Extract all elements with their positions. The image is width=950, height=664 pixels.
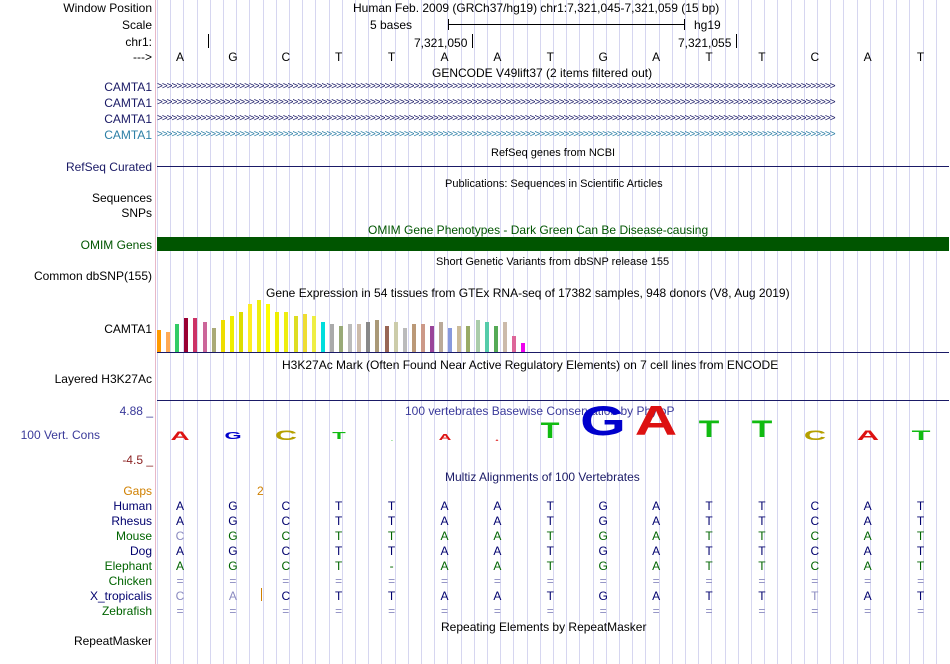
alignment-base: C: [810, 559, 820, 573]
alignment-base: =: [493, 604, 501, 618]
sequence-base: T: [546, 50, 554, 64]
gtex-tissue-bar[interactable]: [248, 304, 252, 352]
sequence-base: C: [281, 50, 291, 64]
alignment-base: C: [810, 499, 820, 513]
window-position-label: Window Position: [63, 1, 152, 15]
alignment-base: T: [916, 529, 925, 543]
alignment-base: T: [705, 589, 713, 603]
alignment-base: =: [705, 574, 713, 588]
sequence-base: T: [387, 50, 396, 64]
alignment-base: A: [863, 529, 872, 543]
gtex-tissue-bar[interactable]: [330, 324, 334, 352]
alignment-base: T: [387, 544, 396, 558]
alignment-base: T: [335, 514, 343, 528]
gencode-title: GENCODE V49lift37 (2 items filtered out): [432, 66, 653, 80]
sequence-base: A: [863, 50, 872, 64]
alignment-base: T: [916, 544, 925, 558]
gtex-tissue-bar[interactable]: [294, 316, 298, 352]
alignment-base: T: [758, 559, 766, 573]
alignment-base: C: [175, 589, 185, 603]
alignment-base: T: [387, 589, 396, 603]
species-label[interactable]: Mouse: [115, 529, 152, 543]
gtex-tissue-bar[interactable]: [421, 324, 425, 352]
scale-text: 5 bases: [370, 18, 413, 32]
sequence-base: A: [652, 50, 661, 64]
gtex-tissue-bar[interactable]: [357, 324, 361, 352]
alignment-base: =: [652, 574, 660, 588]
gtex-gene-line: [157, 352, 949, 353]
gtex-tissue-bar[interactable]: [476, 320, 480, 352]
alignment-base: G: [598, 514, 608, 528]
conservation-letter: G: [224, 431, 242, 442]
alignment-base: T: [335, 499, 343, 513]
alignment-base: T: [705, 514, 713, 528]
gtex-tissue-bar[interactable]: [412, 324, 416, 352]
gtex-tissue-bar[interactable]: [257, 300, 261, 352]
alignment-base: =: [758, 574, 766, 588]
alignment-base: T: [758, 529, 766, 543]
gtex-tissue-bar[interactable]: [184, 318, 188, 352]
alignment-base: =: [917, 574, 925, 588]
species-label[interactable]: Elephant: [104, 559, 152, 573]
alignment-base: =: [229, 604, 237, 618]
gencode-label-3[interactable]: CAMTA1: [104, 112, 152, 126]
sequence-base: T: [705, 50, 713, 64]
alignment-base: =: [282, 574, 290, 588]
species-label[interactable]: X_tropicalis: [89, 589, 152, 603]
alignment-base: A: [652, 589, 661, 603]
alignment-base: =: [493, 574, 501, 588]
scale-bar: [448, 24, 684, 25]
gencode-label-2[interactable]: CAMTA1: [104, 96, 152, 110]
alignment-base: C: [810, 529, 820, 543]
snps-label[interactable]: SNPs: [121, 206, 152, 220]
gtex-tissue-bar[interactable]: [439, 322, 443, 352]
alignment-base: A: [652, 544, 661, 558]
gtex-tissue-bar[interactable]: [230, 316, 234, 352]
conservation-min: -4.5 _: [122, 453, 153, 467]
alignment-base: T: [758, 514, 766, 528]
alignment-base: T: [705, 499, 713, 513]
gtex-tissue-bar[interactable]: [448, 328, 452, 352]
alignment-base: =: [176, 604, 184, 618]
gtex-tissue-bar[interactable]: [485, 322, 489, 352]
conservation-letter: A: [634, 397, 678, 444]
alignment-base: G: [598, 589, 608, 603]
conservation-letter: T: [698, 416, 720, 443]
alignment-base: C: [281, 559, 291, 573]
gencode-transcript-3[interactable]: >>>>>>>>>>>>>>>>>>>>>>>>>>>>>>>>>>>>>>>>>>>>>>>>>>>>>>>>>>>>>>>>>>>>>>>>>>>>>>>>>>>>>>>>>>>>>>>>>>>>>>>>>>>>>>>>>>>>>>>>>>>>>>>>>>>>>>>>>>>>: [157, 113, 835, 124]
gtex-tissue-bar[interactable]: [275, 312, 279, 352]
refseq-gene-line[interactable]: [157, 166, 949, 167]
alignment-base: =: [705, 604, 713, 618]
gaps-label[interactable]: Gaps: [123, 484, 152, 498]
alignment-base: =: [546, 574, 554, 588]
alignment-base: A: [175, 514, 184, 528]
alignment-base: =: [599, 604, 607, 618]
ruler-pos-2: 7,321,055: [678, 36, 732, 50]
chr-label: chr1:: [125, 35, 152, 49]
alignment-base: T: [916, 559, 925, 573]
conservation-label[interactable]: 100 Vert. Cons: [20, 428, 100, 442]
conservation-letter: T: [751, 416, 773, 443]
sequence-base: A: [175, 50, 184, 64]
sequence-base: C: [810, 50, 820, 64]
alignment-base: A: [493, 559, 502, 573]
omim-title: OMIM Gene Phenotypes - Dark Green Can Be Disease-causing: [368, 223, 709, 237]
gtex-tissue-bar[interactable]: [339, 326, 343, 352]
gtex-tissue-bar[interactable]: [193, 318, 197, 352]
gtex-tissue-bar[interactable]: [366, 322, 370, 352]
gencode-transcript-4[interactable]: >>>>>>>>>>>>>>>>>>>>>>>>>>>>>>>>>>>>>>>>>>>>>>>>>>>>>>>>>>>>>>>>>>>>>>>>>>>>>>>>>>>>>>>>>>>>>>>>>>>>>>>>>>>>>>>>>>>>>>>>>>>>>>>>>>>>>>>>>>>>: [157, 129, 835, 140]
alignment-base: G: [598, 529, 608, 543]
alignment-base: T: [916, 589, 925, 603]
alignment-base: A: [652, 499, 661, 513]
alignment-base: A: [493, 544, 502, 558]
conservation-letter: A: [438, 433, 451, 442]
alignment-base: T: [916, 499, 925, 513]
conservation-letter: T: [911, 427, 931, 443]
alignment-base: T: [546, 589, 554, 603]
gencode-transcript-2[interactable]: >>>>>>>>>>>>>>>>>>>>>>>>>>>>>>>>>>>>>>>>>>>>>>>>>>>>>>>>>>>>>>>>>>>>>>>>>>>>>>>>>>>>>>>>>>>>>>>>>>>>>>>>>>>>>>>>>>>>>>>>>>>>>>>>>>>>>>>>>>>>: [157, 97, 835, 108]
gtex-tissue-bar[interactable]: [521, 343, 525, 352]
ruler-tick-2: [736, 34, 737, 48]
gtex-tissue-bar[interactable]: [157, 330, 161, 352]
publications-title: Publications: Sequences in Scientific Articles: [445, 178, 663, 190]
gtex-tissue-bar[interactable]: [221, 320, 225, 352]
gtex-tissue-bar[interactable]: [303, 314, 307, 352]
alignment-base: T: [705, 559, 713, 573]
alignment-base: C: [175, 529, 185, 543]
alignment-base: T: [758, 589, 766, 603]
refseq-label[interactable]: RefSeq Curated: [65, 160, 152, 174]
species-label[interactable]: Human: [113, 499, 152, 513]
alignment-base: T: [387, 529, 396, 543]
h3k27ac-label[interactable]: Layered H3K27Ac: [54, 372, 152, 386]
alignment-base: A: [652, 559, 661, 573]
species-label[interactable]: Dog: [129, 544, 152, 558]
alignment-base: T: [335, 529, 343, 543]
alignment-base: =: [811, 604, 819, 618]
alignment-base: G: [598, 559, 608, 573]
alignment-base: G: [598, 544, 608, 558]
alignment-base: T: [705, 544, 713, 558]
dbsnp-label[interactable]: Common dbSNP(155): [33, 269, 152, 283]
alignment-base: =: [864, 574, 872, 588]
alignment-base: =: [758, 604, 766, 618]
sequence-base: A: [493, 50, 502, 64]
refseq-title: RefSeq genes from NCBI: [491, 147, 616, 159]
sequence-base: G: [228, 50, 238, 64]
repeatmasker-label[interactable]: RepeatMasker: [73, 634, 152, 648]
alignment-base: A: [652, 514, 661, 528]
gtex-tissue-bar[interactable]: [385, 326, 389, 352]
alignment-base: G: [228, 499, 238, 513]
gap-marker: [261, 588, 262, 601]
gtex-tissue-bar[interactable]: [175, 324, 179, 352]
gencode-transcript-1[interactable]: >>>>>>>>>>>>>>>>>>>>>>>>>>>>>>>>>>>>>>>>>>>>>>>>>>>>>>>>>>>>>>>>>>>>>>>>>>>>>>>>>>>>>>>>>>>>>>>>>>>>>>>>>>>>>>>>>>>>>>>>>>>>>>>>>>>>>>>>>>>>: [157, 81, 835, 92]
alignment-base: A: [493, 514, 502, 528]
species-label[interactable]: Chicken: [108, 574, 152, 588]
alignment-base: G: [228, 529, 238, 543]
gtex-title: Gene Expression in 54 tissues from GTEx RNA-seq of 17382 samples, 948 donors (V8, Aug 2019): [266, 286, 790, 300]
omim-label[interactable]: OMIM Genes: [80, 238, 152, 252]
alignment-base: T: [335, 559, 343, 573]
alignment-base: C: [810, 514, 820, 528]
species-label[interactable]: Zebrafish: [101, 604, 152, 618]
gtex-tissue-bar[interactable]: [284, 312, 288, 352]
alignment-base: A: [863, 559, 872, 573]
alignment-base: A: [440, 589, 449, 603]
alignment-base: T: [758, 544, 766, 558]
alignment-base: A: [863, 499, 872, 513]
strand-arrow-label[interactable]: --->: [133, 50, 152, 64]
gtex-tissue-bar[interactable]: [466, 326, 470, 352]
alignment-base: =: [652, 604, 660, 618]
alignment-base: C: [810, 544, 820, 558]
gencode-label-1[interactable]: CAMTA1: [104, 80, 152, 94]
gtex-tissue-bar[interactable]: [512, 336, 516, 352]
alignment-base: C: [281, 514, 291, 528]
gap-count: 2: [257, 484, 264, 498]
alignment-base: =: [335, 574, 343, 588]
alignment-base: =: [388, 574, 396, 588]
gtex-tissue-bar[interactable]: [375, 320, 379, 352]
alignment-base: A: [863, 544, 872, 558]
alignment-base: A: [652, 529, 661, 543]
alignment-base: T: [916, 514, 925, 528]
dbsnp-title: Short Genetic Variants from dbSNP release 155: [436, 256, 670, 268]
alignment-base: =: [335, 604, 343, 618]
scale-bar-right-tick: [684, 19, 685, 30]
gtex-tissue-bar[interactable]: [212, 328, 216, 352]
species-label[interactable]: Rhesus: [111, 514, 152, 528]
conservation-letter: A: [856, 427, 879, 443]
alignment-base: T: [335, 544, 343, 558]
gtex-label[interactable]: CAMTA1: [104, 322, 152, 336]
alignment-base: A: [440, 499, 449, 513]
alignment-base: G: [228, 559, 238, 573]
gtex-tissue-bar[interactable]: [494, 326, 498, 352]
sequence-base: G: [598, 50, 608, 64]
gtex-tissue-bar[interactable]: [394, 322, 398, 352]
sequence-base: A: [440, 50, 449, 64]
alignment-base: A: [493, 499, 502, 513]
conservation-letter: C: [803, 427, 826, 443]
conservation-letter: A: [170, 429, 190, 443]
alignment-base: C: [281, 499, 291, 513]
alignment-base: =: [388, 604, 396, 618]
alignment-base: T: [546, 559, 554, 573]
alignment-base: T: [546, 529, 554, 543]
alignment-base: -: [389, 559, 394, 573]
gtex-tissue-bar[interactable]: [430, 326, 434, 352]
sequence-base: T: [335, 50, 343, 64]
gtex-tissue-bar[interactable]: [312, 316, 316, 352]
alignment-base: A: [228, 589, 237, 603]
sequence-base: T: [916, 50, 925, 64]
alignment-base: T: [546, 514, 554, 528]
h3k27ac-baseline: [157, 400, 949, 401]
gtex-tissue-bar[interactable]: [457, 326, 461, 352]
alignment-base: =: [229, 574, 237, 588]
repeatmasker-title: Repeating Elements by RepeatMasker: [441, 620, 647, 634]
alignment-base: =: [440, 574, 448, 588]
gtex-tissue-bar[interactable]: [166, 332, 170, 352]
conservation-letter: C: [274, 427, 297, 443]
alignment-base: A: [863, 589, 872, 603]
alignment-base: A: [175, 544, 184, 558]
alignment-base: T: [758, 499, 766, 513]
alignment-base: =: [599, 574, 607, 588]
gtex-tissue-bar[interactable]: [403, 328, 407, 352]
sidebar-divider: [155, 0, 156, 664]
multiz-title: Multiz Alignments of 100 Vertebrates: [445, 470, 640, 484]
alignment-base: T: [387, 499, 396, 513]
scale-bar-left-tick: [448, 19, 449, 30]
conservation-title: 100 vertebrates Basewise Conservation by PhyloP: [405, 404, 675, 418]
alignment-base: A: [175, 499, 184, 513]
alignment-base: T: [335, 589, 343, 603]
alignment-base: =: [864, 604, 872, 618]
alignment-base: =: [811, 574, 819, 588]
alignment-base: C: [281, 544, 291, 558]
gtex-tissue-bar[interactable]: [266, 304, 270, 352]
alignment-base: G: [228, 544, 238, 558]
alignment-base: A: [493, 589, 502, 603]
alignment-base: T: [387, 514, 396, 528]
alignment-base: A: [440, 514, 449, 528]
assembly-title: Human Feb. 2009 (GRCh37/hg19) chr1:7,321,045-7,321,059 (15 bp): [353, 1, 720, 15]
alignment-base: =: [917, 604, 925, 618]
alignment-base: T: [811, 589, 819, 603]
scale-label: Scale: [121, 18, 152, 32]
alignment-base: C: [281, 589, 291, 603]
omim-gene-bar[interactable]: [157, 237, 949, 251]
alignment-base: C: [281, 529, 291, 543]
sequences-label[interactable]: Sequences: [91, 191, 152, 205]
alignment-base: =: [282, 604, 290, 618]
sequence-base: T: [758, 50, 766, 64]
alignment-base: G: [598, 499, 608, 513]
conservation-letter: T: [331, 431, 346, 442]
alignment-base: A: [440, 544, 449, 558]
alignment-base: A: [440, 529, 449, 543]
gtex-tissue-bar[interactable]: [348, 324, 352, 352]
alignment-base: A: [175, 559, 184, 573]
alignment-base: T: [546, 544, 554, 558]
ruler-pos-1: 7,321,050: [414, 36, 468, 50]
conservation-letter: T: [390, 440, 393, 442]
alignment-base: T: [546, 499, 554, 513]
alignment-base: A: [493, 529, 502, 543]
conservation-letter: T: [540, 418, 560, 443]
conservation-letter: G: [580, 397, 627, 444]
alignment-base: A: [863, 514, 872, 528]
conservation-letter: A: [495, 440, 499, 442]
gtex-tissue-bar[interactable]: [503, 322, 507, 352]
gtex-tissue-bar[interactable]: [321, 322, 325, 352]
alignment-base: =: [440, 604, 448, 618]
assembly-short: hg19: [694, 18, 721, 32]
conservation-max: 4.88 _: [119, 404, 153, 418]
alignment-base: =: [176, 574, 184, 588]
ruler-tick-start: [208, 34, 209, 48]
ruler-tick-1: [472, 34, 473, 48]
gtex-tissue-bar[interactable]: [239, 312, 243, 352]
alignment-base: G: [228, 514, 238, 528]
gencode-label-4[interactable]: CAMTA1: [104, 128, 152, 142]
alignment-base: A: [440, 559, 449, 573]
alignment-base: =: [546, 604, 554, 618]
gtex-tissue-bar[interactable]: [203, 322, 207, 352]
alignment-base: T: [705, 529, 713, 543]
h3k27ac-title: H3K27Ac Mark (Often Found Near Active Regulatory Elements) on 7 cell lines from ENCODE: [282, 358, 779, 372]
